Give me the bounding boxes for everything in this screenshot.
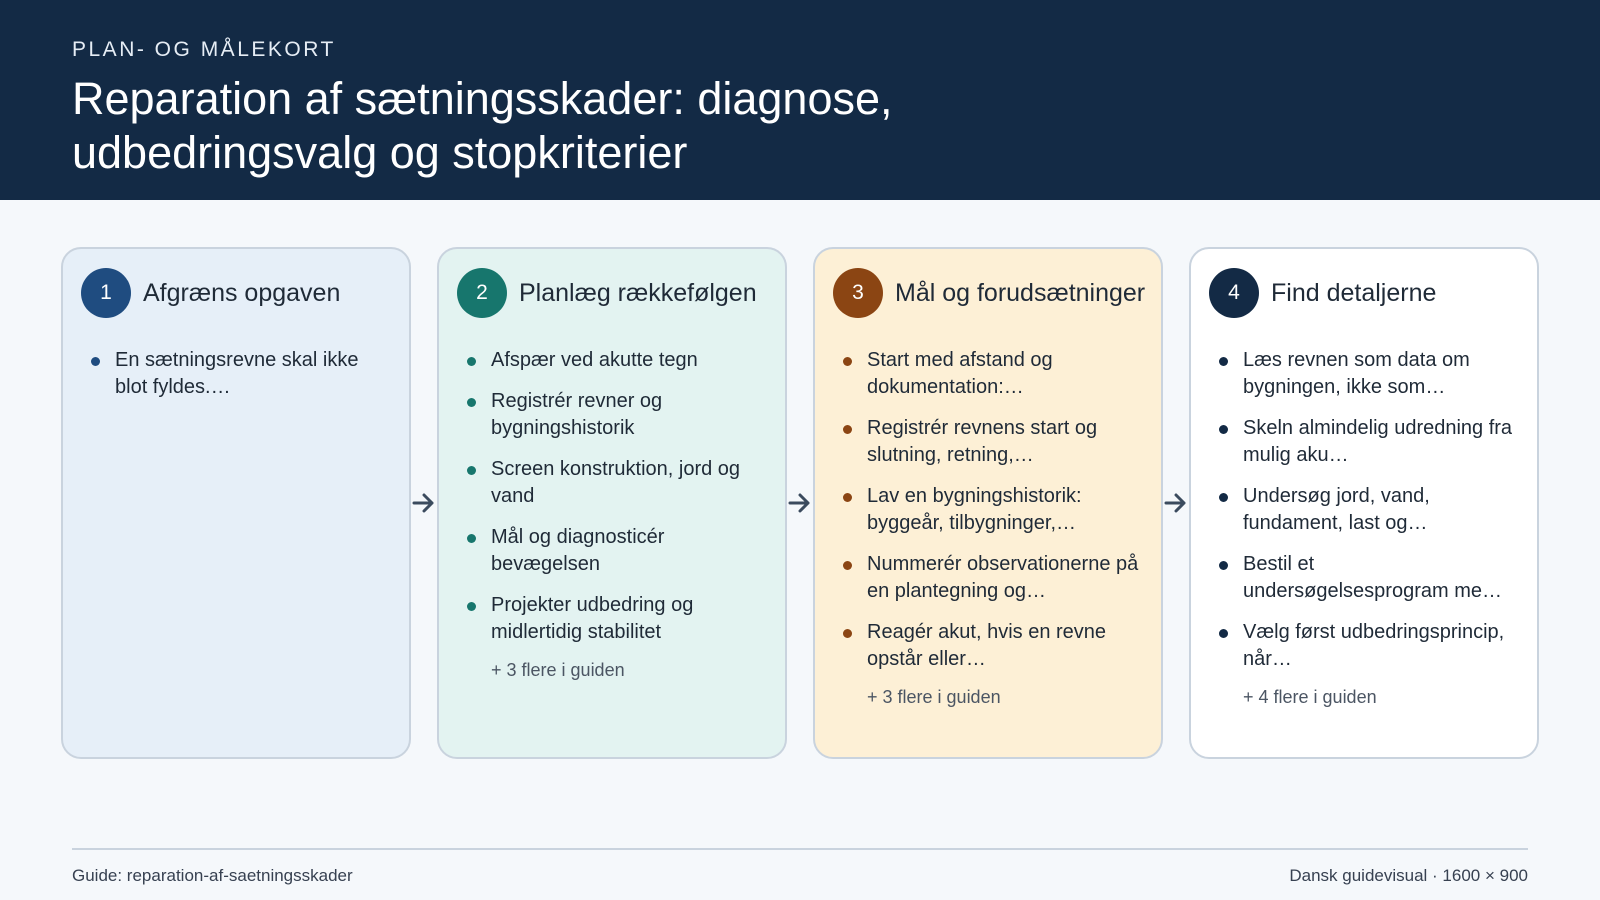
more-in-guide-link: + 3 flere i guiden — [491, 660, 625, 680]
step-card-header — [81, 267, 391, 319]
step-card-title: Find detaljerne — [1271, 278, 1437, 307]
arrow-right-icon — [787, 247, 813, 759]
step-card-title: Mål og forudsætninger — [895, 278, 1146, 307]
list-item: Projekter udbedring og midlertidig stabilitet — [467, 592, 767, 646]
step-card-header — [833, 267, 1146, 319]
list-item: Screen konstruktion, jord og vand — [467, 456, 767, 510]
step-item-list — [81, 347, 391, 401]
step-card-header — [457, 267, 767, 319]
list-item: Afspær ved akutte tegn — [467, 347, 767, 374]
step-cards-row — [61, 247, 1539, 759]
page-title: Reparation af sætningsskader: diagnose, udbedringsvalg og stopkriterier — [72, 73, 893, 178]
list-item: Mål og diagnosticér bevægelsen — [467, 524, 767, 578]
more-in-guide-link: + 3 flere i guiden — [867, 687, 1001, 707]
list-item: Bestil et undersøgelsesprogram me… — [1219, 551, 1519, 605]
list-item: Lav en bygningshistorik: byggeår, tilbygninger,… — [843, 483, 1143, 537]
arrow-right-icon — [1163, 247, 1189, 759]
step-number-badge: 3 — [833, 268, 883, 318]
list-item: Reagér akut, hvis en revne opstår eller… — [843, 619, 1143, 673]
list-item: Registrér revnens start og slutning, retning,… — [843, 415, 1143, 469]
list-item: Start med afstand og dokumentation:… — [843, 347, 1143, 401]
step-number-badge: 1 — [81, 268, 131, 318]
header-banner — [0, 0, 1600, 200]
step-card-title: Afgræns opgaven — [143, 278, 341, 307]
list-item: Nummerér observationerne på en plantegning og… — [843, 551, 1143, 605]
step-number-badge: 2 — [457, 268, 507, 318]
footer-guide-slug: Guide: reparation-af-saetningsskader — [72, 866, 353, 885]
list-item: Registrér revner og bygningshistorik — [467, 388, 767, 442]
footer-divider — [72, 848, 1528, 850]
eyebrow-label: PLAN- OG MÅLEKORT — [72, 38, 336, 61]
step-number-badge: 4 — [1209, 268, 1259, 318]
list-item: Undersøg jord, vand, fundament, last og… — [1219, 483, 1519, 537]
step-card-3 — [813, 247, 1163, 759]
step-item-list — [1209, 347, 1519, 673]
list-item: Læs revnen som data om bygningen, ikke som… — [1219, 347, 1519, 401]
list-item: Vælg først udbedringsprincip, når… — [1219, 619, 1519, 673]
list-item: Skeln almindelig udredning fra mulig aku… — [1219, 415, 1519, 469]
step-card-4 — [1189, 247, 1539, 759]
footer-meta: Dansk guidevisual · 1600 × 900 — [1289, 866, 1528, 885]
step-item-list — [457, 347, 767, 646]
arrow-right-icon — [411, 247, 437, 759]
list-item: En sætningsrevne skal ikke blot fyldes.… — [91, 347, 391, 401]
more-in-guide-link: + 4 flere i guiden — [1243, 687, 1377, 707]
step-item-list — [833, 347, 1143, 673]
step-card-1 — [61, 247, 411, 759]
step-card-header — [1209, 267, 1519, 319]
step-card-2 — [437, 247, 787, 759]
step-card-title: Planlæg rækkefølgen — [519, 278, 757, 307]
